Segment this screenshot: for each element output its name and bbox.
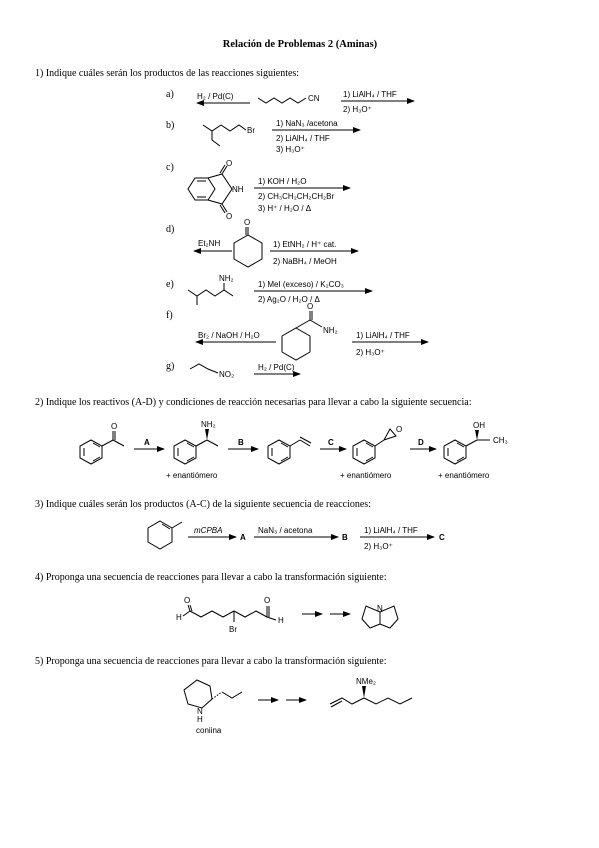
q3-statement: 3) Indique cuáles serán los productos (A-C) de la siguiente secuencia de reacciones:	[35, 499, 371, 510]
q1c-o-top: O	[226, 159, 233, 168]
page-title: Relación de Problemas 2 (Aminas)	[222, 39, 378, 50]
q2-label-c: C	[328, 438, 334, 447]
q1b-tag: b)	[166, 120, 175, 131]
q5-product-chain-left	[330, 698, 364, 704]
q1a-chain	[258, 98, 306, 103]
q2-wedge-bond	[205, 429, 209, 440]
q2-alcohol-ring	[444, 440, 466, 464]
q2-statement: 2) Indique los reactivos (A-D) y condiciones de reacción necesarias para llevar a cabo la siguiente secuencia:	[35, 397, 472, 408]
q1a-right-reagent-2: 2) H₃O⁺	[343, 105, 372, 114]
q1c-tag: c)	[166, 162, 174, 173]
q1e-nh2: NH₂	[219, 274, 234, 283]
q2-enantiomer-1: + enantiómero	[166, 471, 218, 480]
q5-product-chain-right	[364, 698, 412, 704]
q1e-reagent-2: 2) Ag₂O / H₂O / Δ	[258, 295, 320, 304]
q2-amine-ring	[174, 440, 196, 464]
q2-styrene-ring	[268, 440, 290, 464]
q1c-reagent-1: 1) KOH / H₂O	[258, 177, 307, 186]
q1b-reagent-3: 3) H₃O⁺	[276, 145, 305, 154]
q1f	[166, 302, 428, 360]
q2-label-b: B	[238, 438, 244, 447]
q4-statement: 4) Proponga una secuencia de reacciones para llevar a cabo la transformación siguiente:	[35, 572, 387, 583]
q2-enantiomer-2: + enantiómero	[340, 471, 392, 480]
q1a-right-reagent-1: 1) LiAlH₄ / THF	[343, 90, 397, 99]
q1g	[166, 361, 300, 379]
q3-reagent-nan3: NaN₃ / acetona	[258, 526, 313, 535]
q5-hashed-bond	[212, 692, 222, 699]
q1c	[166, 159, 350, 221]
q4-br: Br	[229, 625, 237, 634]
q5-coniine-ring	[184, 680, 212, 708]
q1f-reagent-2: 2) H₃O⁺	[356, 348, 385, 357]
q1c-nh: NH	[232, 185, 244, 194]
q1a-tag: a)	[166, 89, 174, 100]
q3-methylcyclohexene	[148, 521, 172, 549]
q1g-chain	[190, 364, 218, 373]
q1d-cyclohexanone	[234, 235, 262, 267]
q2-nh2: NH₂	[201, 420, 216, 429]
q1f-left-reagent: Br₂ / NaOH / H₂O	[198, 331, 260, 340]
q1d-tag: d)	[166, 224, 175, 235]
q1c-reagent-3: 3) H⁺ / H₂O / Δ	[258, 204, 312, 213]
q3-mcpba: mCPBA	[194, 526, 223, 535]
q1d-reagent-2: 2) NaBH₄ / MeOH	[273, 257, 337, 266]
q5-nme2: NMe₂	[356, 677, 376, 686]
q2-ch3: CH₃	[493, 436, 508, 445]
q5-h: H	[197, 715, 203, 724]
q4-h-right: H	[278, 616, 284, 625]
q1b-ethyl	[212, 131, 220, 146]
q1b-br: Br	[247, 126, 255, 135]
q1b	[166, 119, 360, 154]
q3-reagent-1: 1) LiAlH₄ / THF	[364, 526, 418, 535]
q2-label-a: A	[144, 438, 150, 447]
q4-chain	[190, 611, 267, 617]
q5-statement: 5) Proponga una secuencia de reacciones para llevar a cabo la transformación siguiente:	[35, 656, 387, 667]
q4-o-right: O	[264, 596, 271, 605]
q1b-isopropyl	[203, 125, 221, 131]
q1b-reagent-2: 2) LiAlH₄ / THF	[276, 134, 330, 143]
q5-n: N	[197, 707, 203, 716]
q2-epoxide	[384, 429, 396, 440]
q2-enantiomer-3: + enantiómero	[438, 471, 490, 480]
q2-oh: OH	[473, 421, 485, 430]
q4-o-left: O	[184, 596, 191, 605]
q1g-tag: g)	[166, 361, 175, 372]
q1a-left-reagent: H₂ / Pd(C)	[197, 92, 234, 101]
q1f-o: O	[307, 302, 314, 311]
q2-label-d: D	[418, 438, 424, 447]
q3-reagent-2: 2) H₃O⁺	[364, 542, 393, 551]
q4-h-left: H	[176, 613, 182, 622]
q2-sequence	[80, 420, 508, 480]
q1e-chain	[188, 290, 233, 296]
q1d-reagent-1: 1) EtNH₂ / H⁺ cat.	[273, 240, 337, 249]
q1g-reagent: H₂ / Pd(C)	[258, 363, 295, 372]
q1d-left-reagent: Et₂NH	[198, 239, 221, 248]
q4-n: N	[377, 604, 383, 613]
q1c-o-bottom: O	[226, 212, 233, 221]
q1a-cn: CN	[308, 94, 320, 103]
q2-epoxide-ring-phenyl	[353, 440, 375, 464]
q1b-chain	[221, 125, 246, 131]
q1f-reagent-1: 1) LiAlH₄ / THF	[356, 331, 410, 340]
q2-acetophenone-ring	[80, 440, 102, 464]
q5-sequence	[184, 677, 412, 735]
q1d-o: O	[244, 218, 251, 227]
q5-coniine-name: coniina	[196, 726, 222, 735]
q1-statement: 1) Indique cuáles serán los productos de las reacciones siguientes:	[35, 68, 300, 79]
q3-product-a: A	[240, 533, 246, 542]
q1e-tag: e)	[166, 279, 174, 290]
q2-ketone-o: O	[111, 422, 118, 431]
q1e	[166, 274, 372, 305]
q1a	[166, 89, 414, 114]
q1f-cyclohexane	[282, 328, 310, 360]
q2-epoxide-o: O	[396, 425, 403, 434]
q3-product-c: C	[439, 533, 445, 542]
q1f-nh2: NH₂	[323, 326, 338, 335]
q1c-reagent-2: 2) CH₃CH₂CH₂CH₂Br	[258, 192, 335, 201]
q1g-no2: NO₂	[219, 370, 235, 379]
q3-sequence	[148, 521, 445, 551]
q4-sequence	[176, 596, 398, 634]
q1b-reagent-1: 1) NaN₃ /acetona	[276, 119, 338, 128]
q1d	[166, 218, 358, 267]
q3-product-b: B	[342, 533, 348, 542]
q1f-tag: f)	[166, 310, 173, 321]
q1c-imide-ring	[208, 174, 232, 204]
q1e-reagent-1: 1) MeI (exceso) / K₂CO₃	[258, 280, 344, 289]
